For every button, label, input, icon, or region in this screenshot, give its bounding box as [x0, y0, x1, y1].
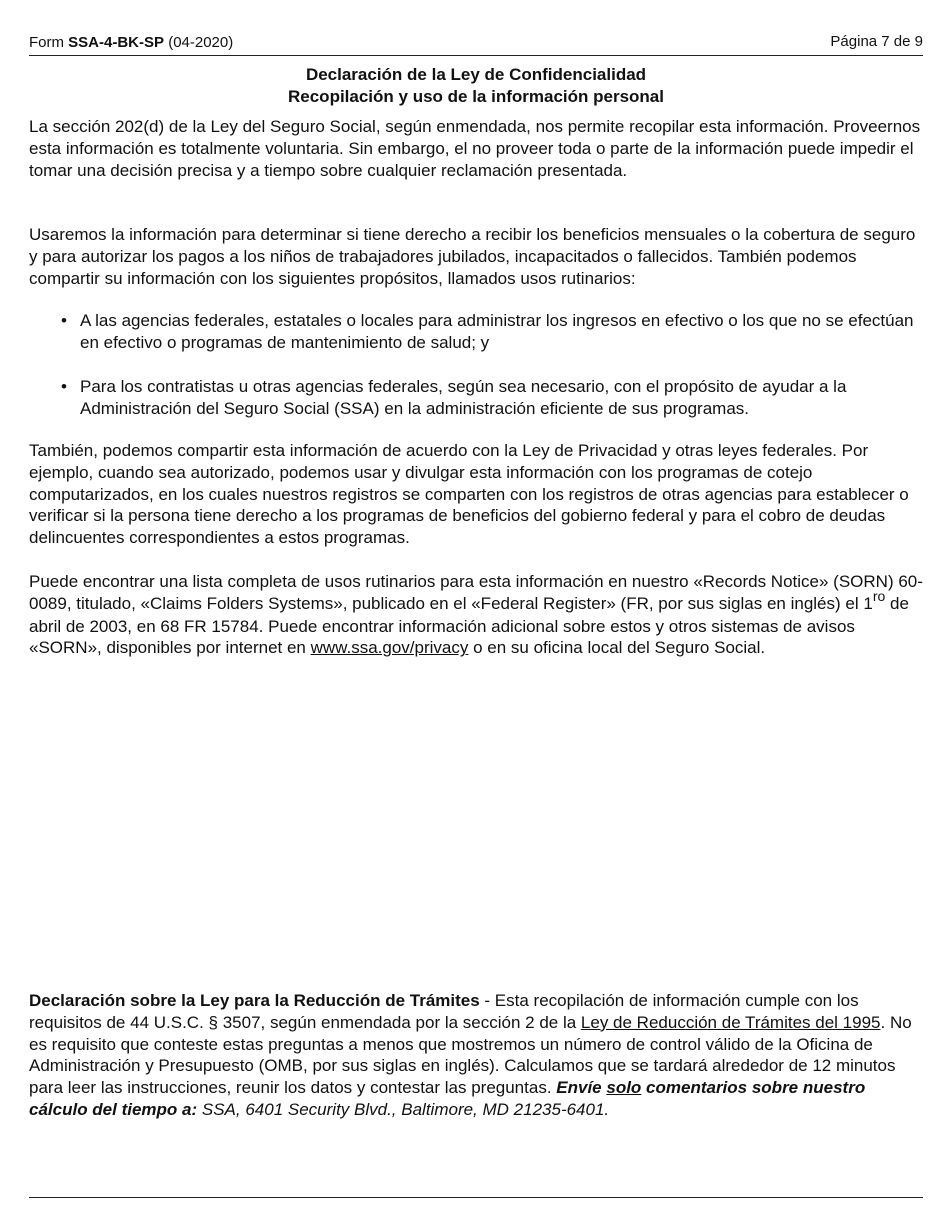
paperwork-heading: Declaración sobre la Ley para la Reducción de Trámites [29, 991, 480, 1010]
privacy-title [29, 64, 923, 108]
form-date: (04-2020) [164, 34, 234, 51]
privacy-paragraph-4: Puede encontrar una lista completa de usos rutinarios para esta información en nuestro «Records Notice» (SORN) 60-0089, titulado, «Claims Folders Systems», publicado en el «Federal Register» (FR, por sus siglas en inglés) el $1^{ro}$ de abril de 2003, en 68 FR 15784. Puede encontrar información adicional sobre estos y otros sistemas de avisos «SORN», disponibles por internet en www.ssa.gov/privacy o en su oficina local del Seguro Social. [29, 572, 923, 658]
privacy-title-line1: Declaración de la Ley de Confidencialidad [305, 65, 647, 84]
list-item-text: A las agencias federales, estatales o locales para administrar los ingresos en efectivo o los que no se efectúan en efectivo o programas de mantenimiento de salud; y [80, 311, 914, 352]
paperwork-reduction-paragraph: Declaración sobre la Ley para la Reducción de Trámites - Esta recopilación de información cumple con los requisitos de 44 U.S.C. § 3507, según enmendada por la sección 2 de la Ley de Reducción de Trámites del 1995. No es requisito que conteste estas preguntas a menos que mostremos un número de control válido de la Oficina de Administración y Presupuesto (OMB, por sus siglas en inglés). Calculamos que se tardará alrededor de 12 minutos para leer las instrucciones, reunir los datos y contestar las preguntas. Envíe solo comentarios sobre nuestro cálculo del tiempo a: SSA, 6401 Security Blvd., Baltimore, MD 21235-6401. [29, 991, 912, 1119]
page-header [29, 33, 923, 53]
list-item-text: Para los contratistas u otras agencias federales, según sea necesario, con el propósito de ayudar a la Administración del Seguro Social (SSA) en la administración eficiente de sus programas. [80, 377, 847, 418]
page-number: Página 7 de 9 [830, 33, 923, 50]
send-instruction: Envíe solo comentarios sobre nuestro cálculo del tiempo a: [29, 1078, 866, 1119]
footer-divider [29, 1197, 923, 1198]
form-identifier: Form SSA-4-BK-SP (04-2020) [29, 34, 234, 51]
mailing-address: SSA, 6401 Security Blvd., Baltimore, MD 21235-6401. [197, 1099, 610, 1119]
law-reference-link[interactable]: Ley de Reducción de Trámites del 1995 [580, 1012, 881, 1032]
bullet-icon: • [61, 311, 67, 330]
list-item [61, 376, 925, 420]
privacy-paragraph-1: La sección 202(d) de la Ley del Seguro Social, según enmendada, nos permite recopilar esta información. Proveernos esta información es totalmente voluntaria. Sin embargo, el no proveer toda o parte de la información puede impedir el tomar una decisión precisa y a tiempo sobre cualquier reclamación presentada. [29, 117, 921, 180]
form-code: SSA-4-BK-SP [68, 34, 165, 51]
privacy-paragraph-3: También, podemos compartir esta información de acuerdo con la Ley de Privacidad y otras leyes federales. Por ejemplo, cuando sea autorizado, podemos usar y divulgar esta información con los programas de cotejo computarizados, en los cuales nuestros registros se comparten con los registros de otras agencias para establecer o verificar si la persona tiene derecho a los programas de beneficios del gobierno federal y para el cobro de deudas delincuentes correspondientes a estos programas. [29, 441, 909, 548]
bullet-icon: • [61, 377, 67, 396]
privacy-paragraph-2: Usaremos la información para determinar si tiene derecho a recibir los beneficios mensuales o la cobertura de seguro y para autorizar los pagos a los niños de trabajadores jubilados, incapacitados o fallecidos. También podemos compartir su información con los siguientes propósitos, llamados usos rutinarios: [29, 225, 916, 288]
ordinal-superscript: ro [872, 587, 886, 604]
privacy-link[interactable]: www.ssa.gov/privacy [310, 638, 469, 658]
only-emphasis: solo [606, 1078, 642, 1098]
privacy-title-line2: Recopilación y uso de la información personal [288, 87, 664, 106]
list-item [61, 310, 925, 354]
header-divider [29, 55, 923, 56]
